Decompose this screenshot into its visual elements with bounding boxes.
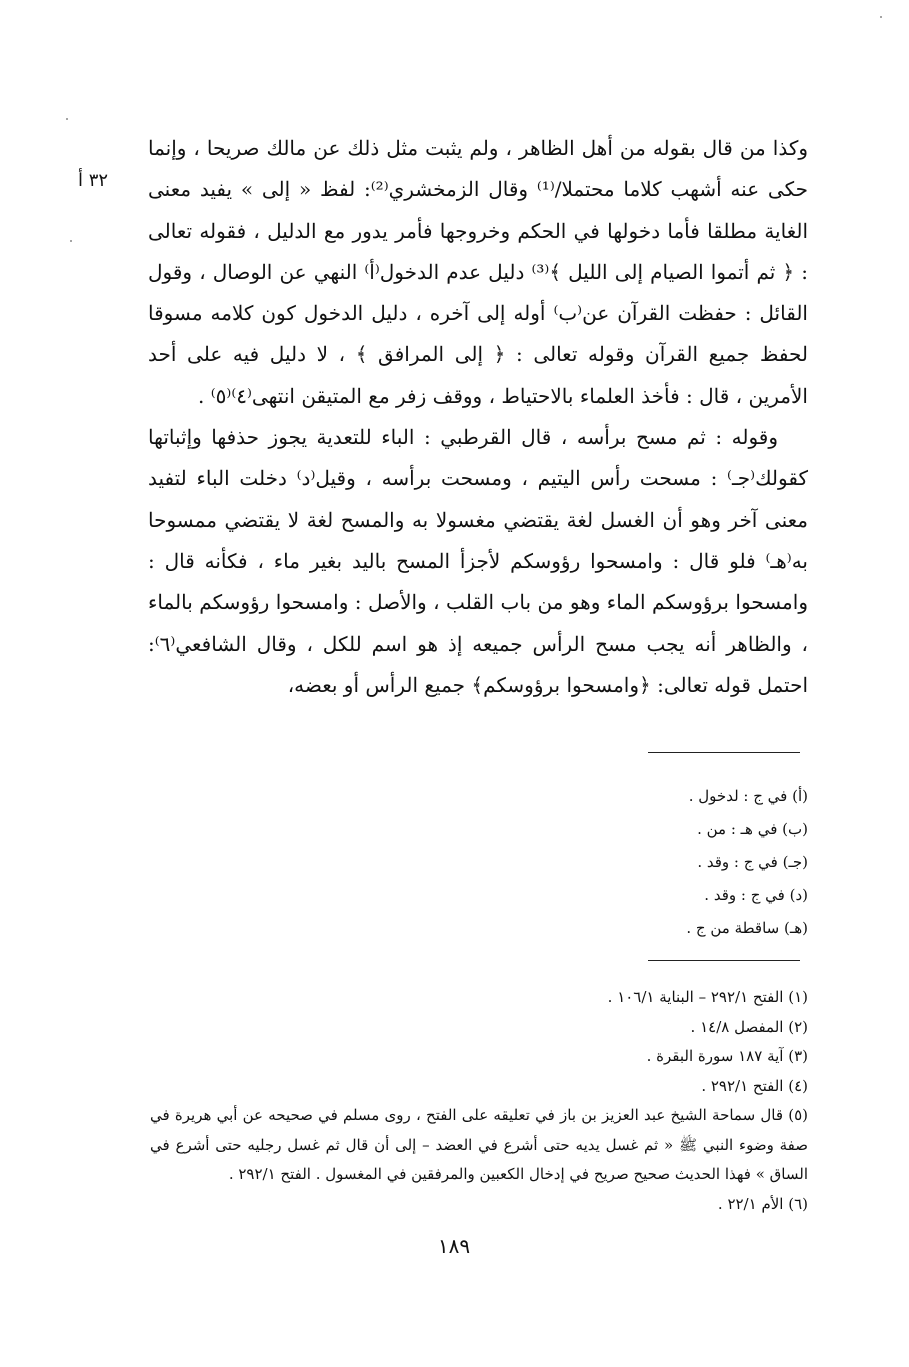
footnote: (٢) المفصل ١٤/٨ . (690, 1017, 808, 1036)
footnote: (٥) قال سماحة الشيخ عبد العزيز بن باز في تعليقه على الفتح ، روى مسلم في صحيحه عن أبي هريرة في صفة وضوء النبي ﷺ « ثم غسل يديه حتى أشرع في العضد – إلى أن قال ثم غسل رجليه حتى أشرع في الساق » فهذا الحديث صحيح صريح في إدخال الكعبين والمرفقين في المغسول . الفتح ٢٩٢/١ . (150, 1106, 808, 1183)
paragraph-1: وكذا من قال بقوله من أهل الظاهر ، ولم يثبت مثل ذلك عن مالك صريحا ، وإنما حكى عنه أشهب كلاما محتملا/⁽¹⁾ وقال الزمخشري⁽²⁾: لفظ « إلى » يفيد معنى الغاية مطلقا فأما دخولها في الحكم وخروجها فأمر يدور مع الدليل ، فقوله تعالى : ﴿ ثم أتموا الصيام إلى الليل ﴾⁽³⁾ دليل عدم الدخول⁽أ⁾ النهي عن الوصال ، وقول القائل : حفظت القرآن عن⁽ب⁾ أوله إلى آخره ، دليل الدخول كون كلامه مسوقا لحفظ جميع القرآن وقوله تعالى : ﴿ إلى المرافق ﴾ ، لا دليل فيه على أحد الأمرين ، قال : فأخذ العلماء بالاحتياط ، ووقف زفر مع المتيقن انتهى⁽٤⁾⁽٥⁾ . (148, 136, 808, 408)
main-body-text (148, 128, 808, 706)
scan-speck (880, 16, 882, 18)
margin-folio-note: ٣٢ أ (78, 170, 109, 191)
page-number: ١٨٩ (437, 1234, 471, 1258)
variant-notes-divider (648, 752, 800, 753)
variant-notes-list (300, 780, 808, 945)
variant-note: (د) في ج : وقد . (704, 886, 808, 904)
scan-speck (70, 240, 72, 242)
paragraph-2: وقوله : ثم مسح برأسه ، قال القرطبي : الباء للتعدية يجوز حذفها وإثباتها كقولك⁽جـ⁾ : مسحت رأس اليتيم ، ومسحت برأسه ، وقيل⁽د⁾ دخلت الباء لتفيد معنى آخر وهو أن الغسل لغة يقتضي مغسولا به والمسح لغة لا يقتضي ممسوحا به⁽هـ⁾ فلو قال : وامسحوا رؤوسكم لأجزأ المسح باليد بغير ماء ، فكأنه قال : وامسحوا برؤوسكم الماء وهو من باب القلب ، والأصل : وامسحوا رؤوسكم بالماء ، والظاهر أنه يجب مسح الرأس جميعه إذ هو اسم للكل ، وقال الشافعي⁽٦⁾: احتمل قوله تعالى: ﴿وامسحوا برؤوسكم﴾ جميع الرأس أو بعضه، (148, 425, 809, 697)
scan-speck (66, 118, 68, 120)
footnote: (٤) الفتح ٢٩٢/١ . (701, 1076, 808, 1095)
variant-note: (جـ) في ج : وقد . (697, 853, 808, 871)
footnotes-list (150, 983, 808, 1219)
footnote: (٦) الأم ٢٢/١ . (717, 1194, 808, 1213)
variant-note: (أ) في ج : لدخول . (688, 787, 808, 805)
variant-note: (هـ) ساقطة من ج . (686, 919, 808, 937)
variant-note: (ب) في هـ : من . (697, 820, 808, 838)
footnote: (٣) آية ١٨٧ سورة البقرة . (646, 1047, 808, 1065)
footnote: (١) الفتح ٢٩٢/١ – البناية ١٠٦/١ . (607, 988, 808, 1006)
footnotes-divider (648, 960, 800, 961)
